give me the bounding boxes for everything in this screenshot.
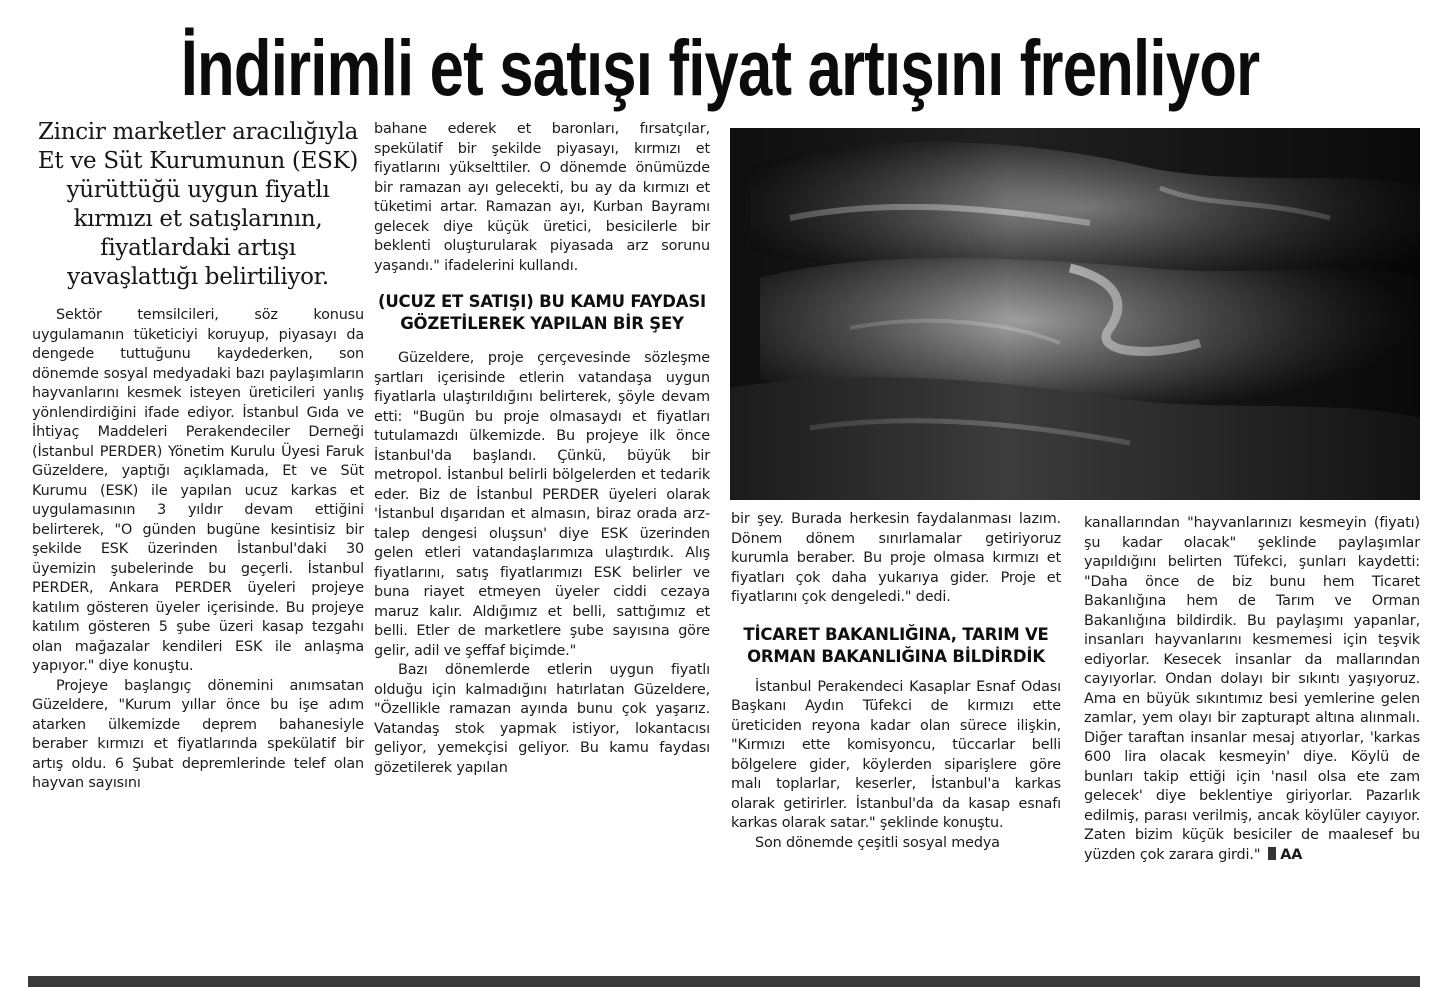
paragraph: Sektör temsilcileri, söz konusu uygulamanın tüketiciyi koruyup, piyasayı da dengede tuttuğunu kaydederken, son dönemde sosyal medyadaki bazı paylaşımların hayvanlarını kesmek isteyen üreticileri yanlış yönlendirdiğini ifade ediyor. İstanbul Gıda ve İhtiyaç Maddeleri Perakendeciler Derneği (İstanbul PERDER) Yönetim Kurulu Üyesi Faruk Güzeldere, yaptığı açıklamada, Et ve Süt Kurumu (ESK) ile yapılan ucuz karkas et uygulamasının 3 yıldır devam ettiğini belirterek, "O günden bugüne kesintisiz bir şekilde ESK üzerinden İstanbul'daki 30 üyemizin şubelerinde bu geçerli. İstanbul PERDER, Ankara PERDER üyeleri projeye katılım gösteren üyeler içerisinde. Bu projeye katılım gösteren 5 şube üzeri kasap tezgahı olan mağazalar kendileri ESK ile anlaşma yapıyor." diye konuştu. xyxy=(32,307,364,674)
paragraph: bahane ederek et baronları, fırsatçılar, spekülatif bir şekilde piyasayı, kırmızı et fiyatlarını yükselttiler. O dönemde önümüzde bir ramazan ayı gelecekti, bu ay da kırmızı et tüketimi artar. Ramazan ayı, Kurban Bayramı gelecek diye küçük üretici, besicilerle bir beklenti oluşturularak piyasada arz sorunu yaşandı." ifadelerini kullandı. xyxy=(374,121,710,274)
paragraph-text: kanallarından "hayvanlarınızı kesmeyin (fiyatı) şu kadar olacak" şeklinde paylaşımlar yapıldığını belirten Tüfekci, şunları kaydetti: "Daha önce de biz bunu hem Ticaret Bakanlığına hem de Tarım ve Orman Bakanlığına bildirdik. Bu paylaşımı yapanlar, insanları hayvanlarını kesmemesi için teşvik ediyorlar. Kesecek insanlar da mallarından cayıyorlar. Ondan dolayı bir sıkıntı yaşıyoruz. Ama en büyük sıkıntımız besi yemlerine gelen zamlar, yem olayı bir zapturapt altına alınmalı. Diğer taraftan insanlar mesaj atıyorlar, 'karkas 600 lira olacak kesmeyin' diye. Köylü de bunları takip ettiği için 'nasıl olsa ete zam gelecek' diye beklentiye giriyorlar. Pazarlık edilmiş, parası verilmiş, ancak köylüler cayıyor. Zaten bizim küçük besiciler de maalesef bu yüzden çok zarara girdi." xyxy=(1084,515,1420,863)
article-deck: Zincir marketler aracılığıyla Et ve Süt Kurumunun (ESK) yürüttüğü uygun fiyatlı kırmızı et satışlarının, fiyatlardaki artışı yavaşlattığı belirtiliyor. xyxy=(37,119,359,290)
paragraph: Güzeldere, proje çerçevesinde sözleşme şartları içerisinde etlerin vatandaşa uygun fiyatlarla ulaştırıldığını belirterek, şöyle devam etti: "Bugün bu proje olmasaydı et fiyatları tutulamazdı ülkemizde. Bu projeye ilk önce İstanbul'da başlandı. Çünkü, büyük bir metropol. İstanbul belirli bölgelerden et tedarik eder. Biz de İstanbul PERDER üyeleri olarak 'İstanbul dışarıdan et almasın, biraz orada arz-talep dengesi oluşsun' diye ESK üzerinden gelen etleri vatandaşlarımıza ulaştırdık. Alış fiyatlarını, satış fiyatlarımızı ESK belirler ve buna riayet etmeyen üyeler ciddi cezaya maruz kalır. Aldığımız et belli, sattığımız et belli. Etler de marketlere şube sayısına göre gelir, adil ve şeffaf biçimde." xyxy=(374,350,710,659)
column-4 xyxy=(1084,514,1420,865)
paragraph: Projeye başlangıç dönemini anımsatan Güzeldere, "Kurum yıllar önce bu işe adım atarken ülkemizde deprem bahanesiyle beraber kırmızı et fiyatlarında spekülatif bir artış oldu. 6 Şubat depremlerinde telef olan hayvan sayısını xyxy=(32,677,364,791)
meat-photo xyxy=(730,128,1420,500)
paragraph: İstanbul Perakendeci Kasaplar Esnaf Odası Başkanı Aydın Tüfekci de kırmızı ette üreticiden reyona kadar olan sürece ilişkin, "Kırmızı ette komisyoncu, tüccarlar belli bölgelere gider, köylerden siparişlere göre malı toplarlar, keserler, İstanbul'a karkas olarak getirirler. İstanbul'da da kasap esnafı karkas olarak satar." şeklinde konuştu. xyxy=(731,678,1061,831)
paragraph xyxy=(1084,514,1420,865)
paragraph: Son dönemde çeşitli sosyal medya xyxy=(755,834,1000,851)
paragraph: Bazı dönemlerde etlerin uygun fiyatlı olduğu için kalmadığını hatırlatan Güzeldere, "Özellikle ramazan ayında bunu çok yaşarız. Vatandaş stok yapmak istiyor, lokantacısı geliyor, yemekçisi geliyor. Bu kamu faydası gözetilerek yapılan xyxy=(374,662,710,776)
headline: İndirimli et satışı fiyat artışını frenliyor xyxy=(180,23,1260,112)
column-3 xyxy=(731,510,1061,853)
bottom-rule xyxy=(28,976,1420,987)
paragraph: bir şey. Burada herkesin faydalanması lazım. Dönem dönem sınırlamalar getiriyoruz kurumla beraber. Bu proje olmasa kırmızı et fiyatları çok daha yukarıya gider. Proje et fiyatlarını çok dengeledi." dedi. xyxy=(731,511,1061,605)
column-2 xyxy=(374,120,710,778)
agency-credit: AA xyxy=(1280,846,1303,863)
subheading: TİCARET BAKANLIĞINA, TARIM VE ORMAN BAKANLIĞINA BİLDİRDİK xyxy=(743,624,1049,666)
subheading: (UCUZ ET SATIŞI) BU KAMU FAYDASI GÖZETİLEREK YAPILAN BİR ŞEY xyxy=(378,292,706,333)
meat-photo-illustration xyxy=(730,128,1420,500)
credit-bar-icon xyxy=(1268,847,1276,860)
column-1 xyxy=(32,118,364,794)
